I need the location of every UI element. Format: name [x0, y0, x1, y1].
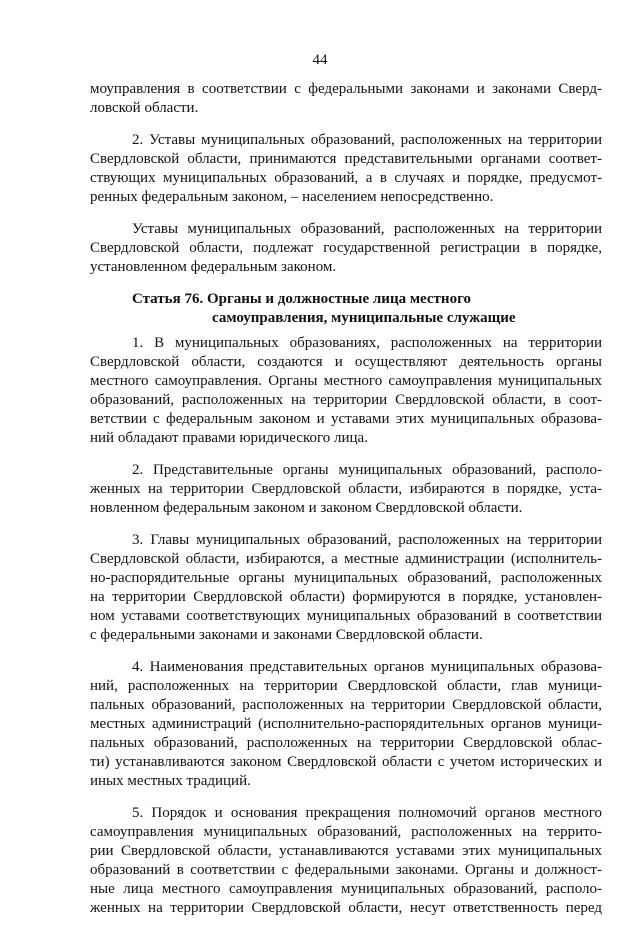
text-line: установленном федеральным законом. — [90, 259, 337, 275]
paragraph — [90, 658, 602, 791]
text-line: ти) устанавливаются законом Свердловской области с учетом исторических и — [90, 754, 602, 770]
text-line: новленном федеральным законом и законом Свердловской области. — [90, 500, 523, 516]
text-line: пальных образований, расположенных на территории Свердловской области, — [90, 697, 602, 713]
paragraph — [90, 131, 602, 207]
page-number: 44 — [312, 52, 328, 68]
text-line: 2. Представительные органы муниципальных образований, располо- — [132, 462, 602, 478]
text-line: ные лица местного самоуправления муниципальных образований, располо- — [90, 881, 602, 897]
article-heading — [90, 290, 602, 328]
paragraph — [90, 220, 602, 277]
text-line: образований в соответствии с федеральными законами. Органы и должност- — [90, 862, 602, 878]
text-line: женных на территории Свердловской области, несут ответственность перед — [90, 900, 602, 916]
text-line: 1. В муниципальных образованиях, расположенных на территории — [132, 335, 602, 351]
paragraphs-after-article — [90, 334, 602, 918]
text-line: женных на территории Свердловской области, избираются в порядке, уста- — [90, 481, 602, 497]
text-line: ветствии с федеральным законом и уставами этих муниципальных образова- — [90, 411, 602, 427]
text-line: 4. Наименования представительных органов муниципальных образова- — [132, 659, 602, 675]
text-line: ствующих муниципальных образований, а в случаях и порядке, предусмот- — [90, 170, 602, 186]
paragraph — [90, 461, 602, 518]
paragraphs-before-article — [90, 80, 602, 277]
text-line: ренных федеральным законом, – населением непосредственно. — [90, 189, 494, 205]
text-line: Свердловской области, создаются и осуществляют деятельность органы — [90, 354, 602, 370]
text-line: ном уставами соответствующих муниципальных образований в соответствии — [90, 608, 602, 624]
paragraph — [90, 334, 602, 448]
text-line: Уставы муниципальных образований, расположенных на территории — [132, 221, 602, 237]
text-line: моуправления в соответствии с федеральными законами и законами Сверд- — [90, 81, 602, 97]
text-line: рии Свердловской области, устанавливаются уставами этих муниципальных — [90, 843, 602, 859]
text-line: Свердловской области, принимаются представительными органами соответ- — [90, 151, 602, 167]
article-heading-line-1: Статья 76. Органы и должностные лица местного — [132, 291, 472, 307]
text-line: ловской области. — [90, 100, 199, 116]
document-body — [90, 80, 602, 931]
paragraph — [90, 531, 602, 645]
text-line: ний обладают правами юридического лица. — [90, 430, 368, 446]
text-line: образований, расположенных на территории Свердловской области, в соот- — [90, 392, 602, 408]
text-line: местного самоуправления. Органы местного самоуправления муниципальных — [90, 373, 602, 389]
text-line: Свердловской области, подлежат государственной регистрации в порядке, — [90, 240, 602, 256]
text-line: но-распорядительные органы муниципальных образований, расположенных — [90, 570, 602, 586]
text-line: пальных образований, расположенных на территории Свердловской облас- — [90, 735, 602, 751]
text-line: Свердловской области, избираются, а местные администрации (исполнитель- — [90, 551, 602, 567]
paragraph — [90, 80, 602, 118]
text-line: на территории Свердловской области) формируются в порядке, установлен- — [90, 589, 602, 605]
text-line: ний, расположенных на территории Свердловской области, глав муници- — [90, 678, 602, 694]
text-line: иных местных традиций. — [90, 773, 251, 789]
text-line: 5. Порядок и основания прекращения полномочий органов местного — [132, 805, 602, 821]
paragraph — [90, 804, 602, 918]
text-line: местных администраций (исполнительно-распорядительных органов муници- — [90, 716, 602, 732]
text-line: 2. Уставы муниципальных образований, расположенных на территории — [132, 132, 602, 148]
text-line: 3. Главы муниципальных образований, расположенных на территории — [132, 532, 602, 548]
article-heading-line-2: самоуправления, муниципальные служащие — [212, 310, 516, 326]
text-line: с федеральными законами и законами Свердловской области. — [90, 627, 483, 643]
text-line: самоуправления муниципальных образований, расположенных на террито- — [90, 824, 602, 840]
